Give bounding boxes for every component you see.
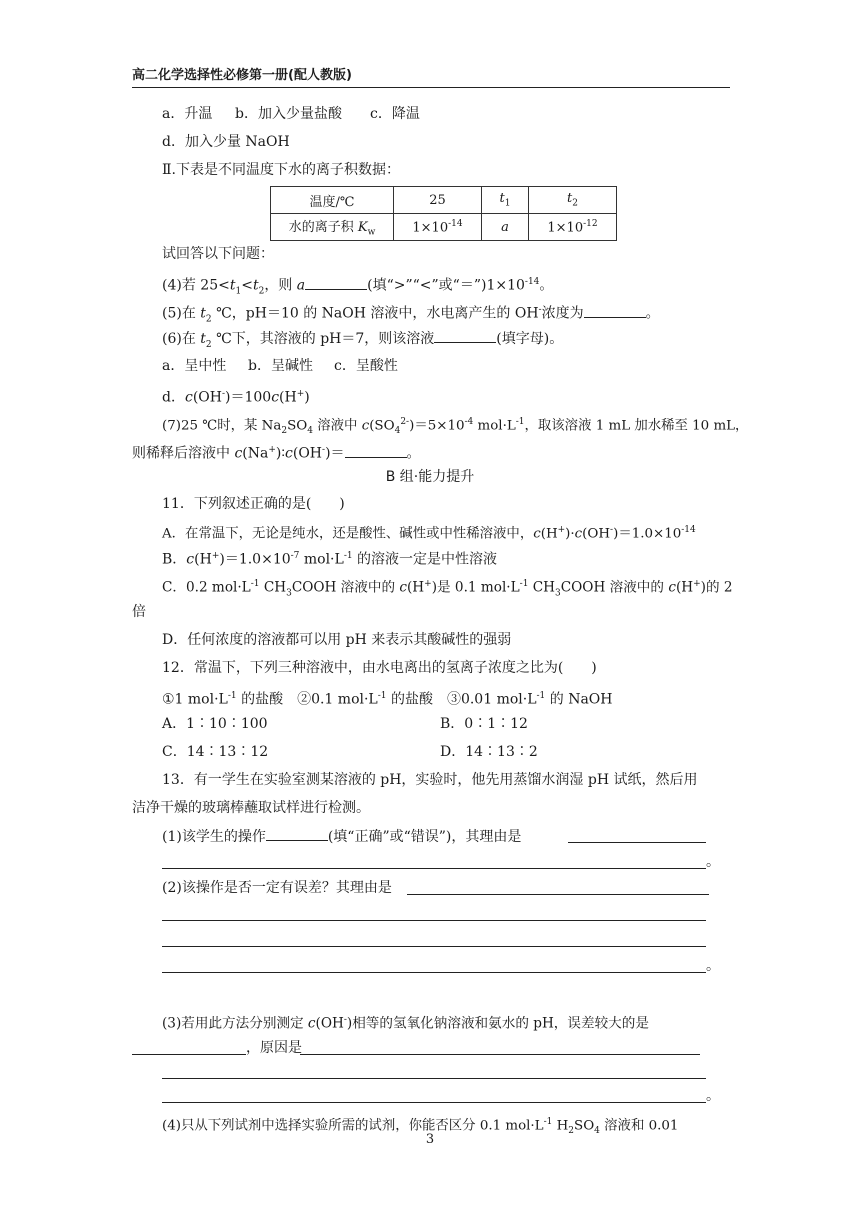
option-d-add-naoh: d．加入少量 NaOH — [162, 134, 290, 150]
q12-stem: 12．常温下，下列三种溶液中，由水电离出的氢离子浓度之比为( ) — [162, 660, 597, 676]
option-b-add-hcl: b．加入少量盐酸 — [235, 106, 342, 122]
kw-header-t2: $t_2$ — [529, 187, 617, 214]
section-b-title: B 组·能力提升 — [385, 469, 475, 485]
q11-option-b: B．$c(H^+)=1.0\times 10^{-7}$ $mol\cdot L^{-1}$ 的溶液一定是中性溶液 — [162, 551, 498, 568]
q13-part3-line1: (3)若用此方法分别测定 c(OH-)相等的氢氧化钠溶液和氨水的 pH，误差较大的是 — [162, 1015, 649, 1032]
q11-stem: 11．下列叙述正确的是( ) — [162, 496, 345, 512]
question-7-line1: (7)25 ℃时，某 $Na_2SO_4$ 溶液中 $c(SO_4^{2-})=5\times 10^{-4}$ $mol\cdot L^{-1}$，取该溶液 1 mL 加水稀至 10 mL， — [162, 417, 749, 437]
page-number: 3 — [425, 1132, 435, 1147]
question-7-line2: 则稀释后溶液中 c(Na+)∶c(OH-)＝ 。 — [132, 440, 421, 464]
kw-table — [270, 186, 617, 241]
answer-line — [162, 1102, 706, 1103]
question-6: (6)在 $t_2$ ℃下，其溶液的 pH＝7，则该溶液 (填字母)。 — [162, 328, 563, 355]
question-5: (5)在 $t_2$ ℃，pH＝10 的 NaOH 溶液中，水电离产生的 OH-浓度为 。 — [162, 300, 660, 329]
option-a-heat: a．升温 — [162, 106, 213, 122]
kw-label: 水的离子积 $K_w$ — [271, 214, 394, 241]
option-c-cool: c．降温 — [370, 106, 420, 122]
q12-option-b: B．0∶1∶12 — [440, 716, 528, 732]
answer-line — [132, 1054, 246, 1055]
q12-option-c: C．14∶13∶12 — [162, 744, 269, 760]
part2-intro: Ⅱ.下表是不同温度下水的离子积数据： — [162, 162, 400, 178]
q11-option-c-line1: C．0.2 $mol\cdot L^{-1}$ $CH_3COOH$ 溶液中的 c(H+)是 0.1 $mol\cdot L^{-1}$ $CH_3COOH$ 溶液中的 c(H+)的 2 — [162, 579, 733, 599]
page-header: 高二化学选择性必修第一册(配人教版) — [132, 64, 730, 88]
answer-line — [162, 920, 706, 921]
q12-option-d: D．14∶13∶2 — [440, 744, 538, 760]
answer-line — [407, 894, 709, 895]
period-mark: 。 — [706, 958, 720, 974]
q13-part2: (2)该操作是否一定有误差？其理由是 — [162, 880, 392, 896]
kw-header-t1: $t_1$ — [482, 187, 529, 214]
kw-value-25: $1\times 10^{-14}$ — [394, 214, 482, 241]
kw-value-t1: a — [482, 214, 529, 241]
q13-stem-line2: 洁净干燥的玻璃棒蘸取试样进行检测。 — [132, 800, 370, 816]
q11-option-d: D．任何浓度的溶液都可以用 pH 来表示其酸碱性的强弱 — [162, 632, 512, 648]
answer-line — [162, 868, 706, 869]
q11-option-c-line2: 倍 — [132, 604, 146, 620]
q11-option-a: A．在常温下，无论是纯水，还是酸性、碱性或中性稀溶液中，$c(H^+)\cdot c(OH^-)=1.0\times 10^{-14}$ — [162, 525, 696, 542]
kw-value-t2: $1\times 10^{-12}$ — [529, 214, 617, 241]
q13-part3-reason: ，原因是 — [246, 1040, 302, 1056]
q6-option-c: c．呈酸性 — [334, 358, 398, 374]
q13-stem-line1: 13．有一学生在实验室测某溶液的 pH，实验时，他先用蒸馏水润湿 pH 试纸，然后用 — [162, 772, 698, 788]
q6-option-d: d．c(OH-)＝100c(H+) — [162, 389, 310, 406]
answer-line — [300, 1054, 700, 1055]
kw-header-temp: 温度/℃ — [271, 187, 394, 214]
period-mark: 。 — [706, 854, 720, 870]
q13-part4: (4)只从下列试剂中选择实验所需的试剂，你能否区分 0.1 $mol\cdot L^{-1}$ $H_2SO_4$ 溶液和 0.01 — [162, 1117, 679, 1137]
question-4: (4)若 $25<t_1<t_2$，则 a (填“>”“<”或“$=”)1\times 10^{-14}$。 — [162, 272, 553, 301]
answer-prompt: 试回答以下问题： — [162, 246, 274, 262]
q6-option-b: b．呈碱性 — [248, 358, 313, 374]
q13-part1: (1)该学生的操作 (填“正确”或“错误”)，其理由是 — [162, 826, 521, 847]
answer-line — [162, 1078, 706, 1079]
kw-header-25: 25 — [394, 187, 482, 214]
q6-option-a: a．呈中性 — [162, 358, 227, 374]
q12-items: ①1 $mol\cdot L^{-1}$ 的盐酸 ②0.1 $mol\cdot L^{-1}$ 的盐酸 ③0.01 $mol\cdot L^{-1}$ 的 NaOH — [162, 691, 613, 708]
answer-line — [568, 842, 706, 843]
answer-line — [162, 946, 706, 947]
q12-option-a: A．1∶10∶100 — [162, 716, 268, 732]
answer-line — [162, 972, 706, 973]
period-mark: 。 — [706, 1088, 720, 1104]
